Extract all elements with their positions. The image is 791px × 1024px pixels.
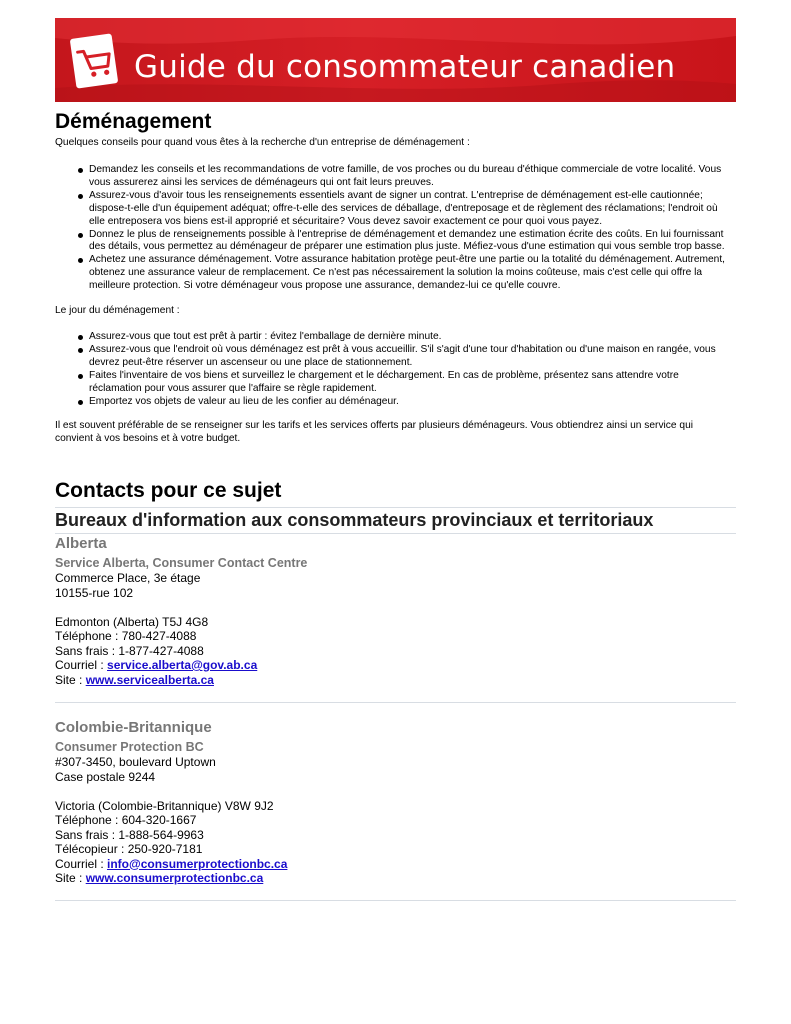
- moving-day-tips-list: [78, 331, 743, 408]
- website-link-alberta[interactable]: www.servicealberta.ca: [85, 672, 214, 687]
- shopping-cart-logo-icon: [65, 30, 123, 92]
- email-link-bc[interactable]: info@consumerprotectionbc.ca: [107, 856, 288, 871]
- moving-closing: Il est souvent préférable de se renseigner sur les tarifs et les services offerts par plusieurs déménageurs. Vous obtiendrez ainsi un service qui convient à vos besoins et à votre budget.: [55, 420, 693, 444]
- divider: [55, 507, 736, 508]
- office-address-alberta: Commerce Place, 3e étage 10155-rue 102 Edmonton (Alberta) T5J 4G8 Téléphone : 780-427-4088 Sans frais : 1-877-427-4088 Courriel : service.alberta@gov.ab.ca Site : www.servicealberta.ca: [55, 571, 258, 687]
- moving-day-label: Le jour du déménagement :: [55, 305, 180, 316]
- list-item: Donnez le plus de renseignements possible à l'entreprise de déménagement et demandez une estimation écrite des coûts. En lui fournissant des détails, vous permettez au déménageur de préparer une estimation plus juste. Méfiez-vous d'une estimation qui vous semble trop basse.: [78, 229, 743, 255]
- list-item: Achetez une assurance déménagement. Votre assurance habitation protège peut-être une partie ou la totalité du déménagement. Autrement, obtenez une assurance valeur de remplacement. Ce n'est pas nécessairement la solution la moins coûteuse, mais c'est celle qui offre la meilleure protection. Si votre déménageur vous propose une assurance, demandez-lui ce qu'elle couvre.: [78, 254, 743, 293]
- banner-title: Guide du consommateur canadien: [134, 49, 676, 85]
- contacts-subtitle: Bureaux d'information aux consommateurs provinciaux et territoriaux: [55, 510, 654, 530]
- divider: [55, 533, 736, 534]
- list-item: Assurez-vous que l'endroit où vous déménagez est prêt à vous accueillir. S'il s'agit d'une tour d'habitation ou d'une maison en rangée, vous devrez peut-être réserver un ascenseur ou une place de stationnement.: [78, 344, 743, 370]
- moving-tips-list: [78, 164, 743, 293]
- list-item: Emportez vos objets de valeur au lieu de les confier au déménageur.: [78, 396, 743, 409]
- office-address-bc: #307-3450, boulevard Uptown Case postale 9244 Victoria (Colombie-Britannique) V8W 9J2 Téléphone : 604-320-1667 Sans frais : 1-888-564-9963 Télécopieur : 250-920-7181 Courriel : info@consumerprotectionbc.ca Site : www.consumerprotectionbc.ca: [55, 755, 288, 885]
- office-name-alberta: Service Alberta, Consumer Contact Centre: [55, 556, 308, 570]
- section-title-contacts: Contacts pour ce sujet: [55, 479, 282, 502]
- list-item: Assurez-vous que tout est prêt à partir : évitez l'emballage de dernière minute.: [78, 331, 743, 344]
- list-item: Faites l'inventaire de vos biens et surveillez le chargement et le déchargement. En cas de problème, présentez sans attendre votre réclamation pour vous assurer que l'affaire se règle rapidement.: [78, 370, 743, 396]
- divider: [55, 900, 736, 901]
- province-heading-bc: Colombie-Britannique: [55, 719, 212, 736]
- email-link-alberta[interactable]: service.alberta@gov.ab.ca: [107, 658, 258, 672]
- office-name-bc: Consumer Protection BC: [55, 740, 204, 754]
- divider: [55, 702, 736, 703]
- section-title-moving: Déménagement: [55, 110, 212, 133]
- website-link-bc[interactable]: www.consumerprotectionbc.ca: [85, 871, 264, 885]
- province-heading-alberta: Alberta: [55, 535, 107, 552]
- header-banner: [55, 18, 736, 102]
- list-item: Demandez les conseils et les recommandations de votre famille, de vos proches ou du bureau d'éthique commerciale de votre localité. Vous vous assurerez ainsi les services de déménageurs qui ont fait leurs preuves.: [78, 164, 743, 190]
- list-item: Assurez-vous d'avoir tous les renseignements essentiels avant de signer un contrat. L'entreprise de déménagement est-elle cautionnée; dispose-t-elle d'un équipement adéquat; offre-t-elle des services de déballage, d'entreposage et de règlement des réclamations; l'endroit où elle entreposera vos biens est-il approprié et sécuritaire? Vous devez savoir exactement ce pour quoi vous payez.: [78, 190, 743, 229]
- moving-intro: Quelques conseils pour quand vous êtes à la recherche d'un entreprise de déménagement :: [55, 137, 470, 148]
